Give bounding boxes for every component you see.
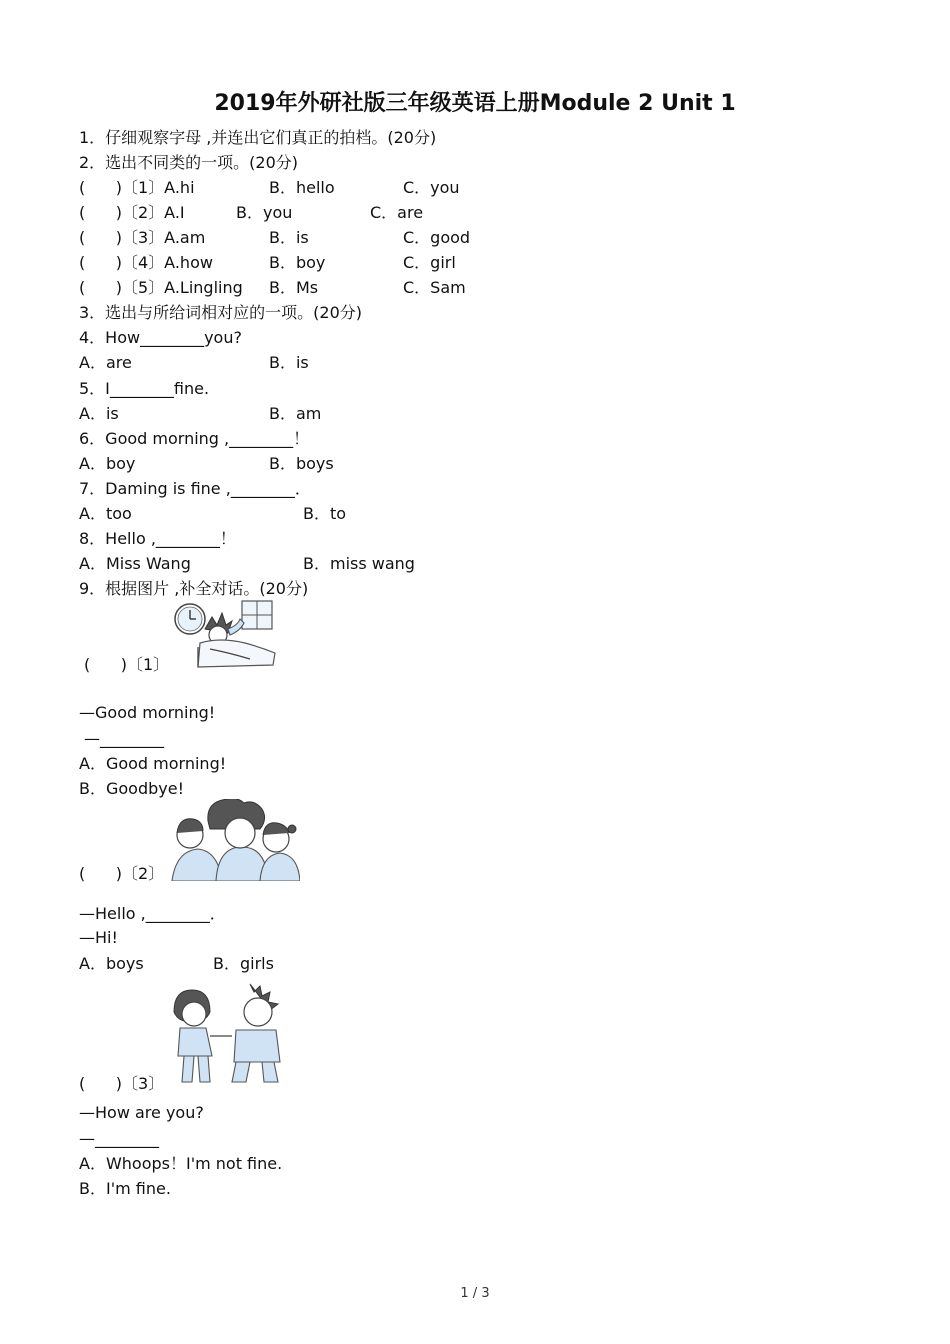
q6-option-b: B．boys: [269, 454, 334, 473]
q2-item-1-b: B．hello: [269, 178, 335, 197]
picture-1-label: ( )〔1〕: [84, 655, 170, 674]
question-1: 1．仔细观察字母 ,并连出它们真正的拍档。(20分): [79, 128, 437, 147]
q2-item-5-b: B．Ms: [269, 278, 319, 297]
q4-option-b: B．is: [269, 353, 309, 372]
picture-1-option-a: A．Good morning!: [79, 754, 227, 773]
q6-option-a: A．boy: [79, 454, 136, 473]
q2-item-2-b: B．you: [236, 203, 293, 222]
picture-2-line-2: —Hi!: [79, 928, 118, 947]
q2-item-3-prefix: ( )〔3〕A.am: [79, 228, 206, 247]
question-3: 3．选出与所给词相对应的一项。(20分): [79, 303, 363, 322]
picture-3-option-b: B．I'm fine.: [79, 1179, 171, 1198]
illustration-girl-and-boy: [170, 978, 285, 1088]
q8-option-a: A．Miss Wang: [79, 554, 191, 573]
q2-item-1-prefix: ( )〔1〕A.hi: [79, 178, 195, 197]
picture-3-label: ( )〔3〕: [79, 1074, 165, 1093]
q2-item-4-c: C．girl: [403, 253, 456, 272]
question-6: 6．Good morning ,________！: [79, 429, 310, 448]
picture-2-line-1: —Hello ,________．: [79, 904, 226, 923]
page-title: 2019年外研社版三年级英语上册Module 2 Unit 1: [214, 91, 736, 116]
picture-1-option-b: B．Goodbye!: [79, 779, 184, 798]
picture-1-line-1: —Good morning!: [79, 703, 216, 722]
page-number: 1 / 3: [460, 1286, 490, 1301]
question-7: 7．Daming is fine ,________．: [79, 479, 311, 498]
q2-item-1-c: C．you: [403, 178, 460, 197]
picture-3-line-2: —________: [79, 1129, 159, 1148]
q2-item-5-c: C．Sam: [403, 278, 466, 297]
picture-2-label: ( )〔2〕: [79, 864, 165, 883]
picture-2-option-b: B．girls: [213, 954, 274, 973]
question-9: 9．根据图片 ,补全对话。(20分): [79, 579, 309, 598]
illustration-boy-waking-up: [170, 599, 280, 669]
q2-item-3-b: B．is: [269, 228, 309, 247]
q4-option-a: A．are: [79, 353, 132, 372]
q5-option-b: B．am: [269, 404, 322, 423]
q2-item-4-prefix: ( )〔4〕A.how: [79, 253, 213, 272]
question-2: 2．选出不同类的一项。(20分): [79, 153, 299, 172]
q8-option-b: B．miss wang: [303, 554, 415, 573]
q7-option-b: B．to: [303, 504, 347, 523]
q2-item-2-c: C．are: [370, 203, 424, 222]
picture-1-line-2: —________: [84, 729, 164, 748]
question-8: 8．Hello ,________！: [79, 529, 236, 548]
q5-option-a: A．is: [79, 404, 119, 423]
q2-item-4-b: B．boy: [269, 253, 326, 272]
q2-item-2-prefix: ( )〔2〕A.I: [79, 203, 185, 222]
picture-3-option-a: A．Whoops！I'm not fine.: [79, 1154, 283, 1173]
question-5: 5．I________fine.: [79, 379, 210, 398]
q2-item-5-prefix: ( )〔5〕A.Lingling: [79, 278, 243, 297]
question-4: 4．How________you?: [79, 328, 242, 347]
q2-item-3-c: C．good: [403, 228, 471, 247]
q7-option-a: A．too: [79, 504, 132, 523]
picture-2-option-a: A．boys: [79, 954, 144, 973]
picture-3-line-1: —How are you?: [79, 1103, 204, 1122]
illustration-three-girls: [168, 799, 300, 881]
